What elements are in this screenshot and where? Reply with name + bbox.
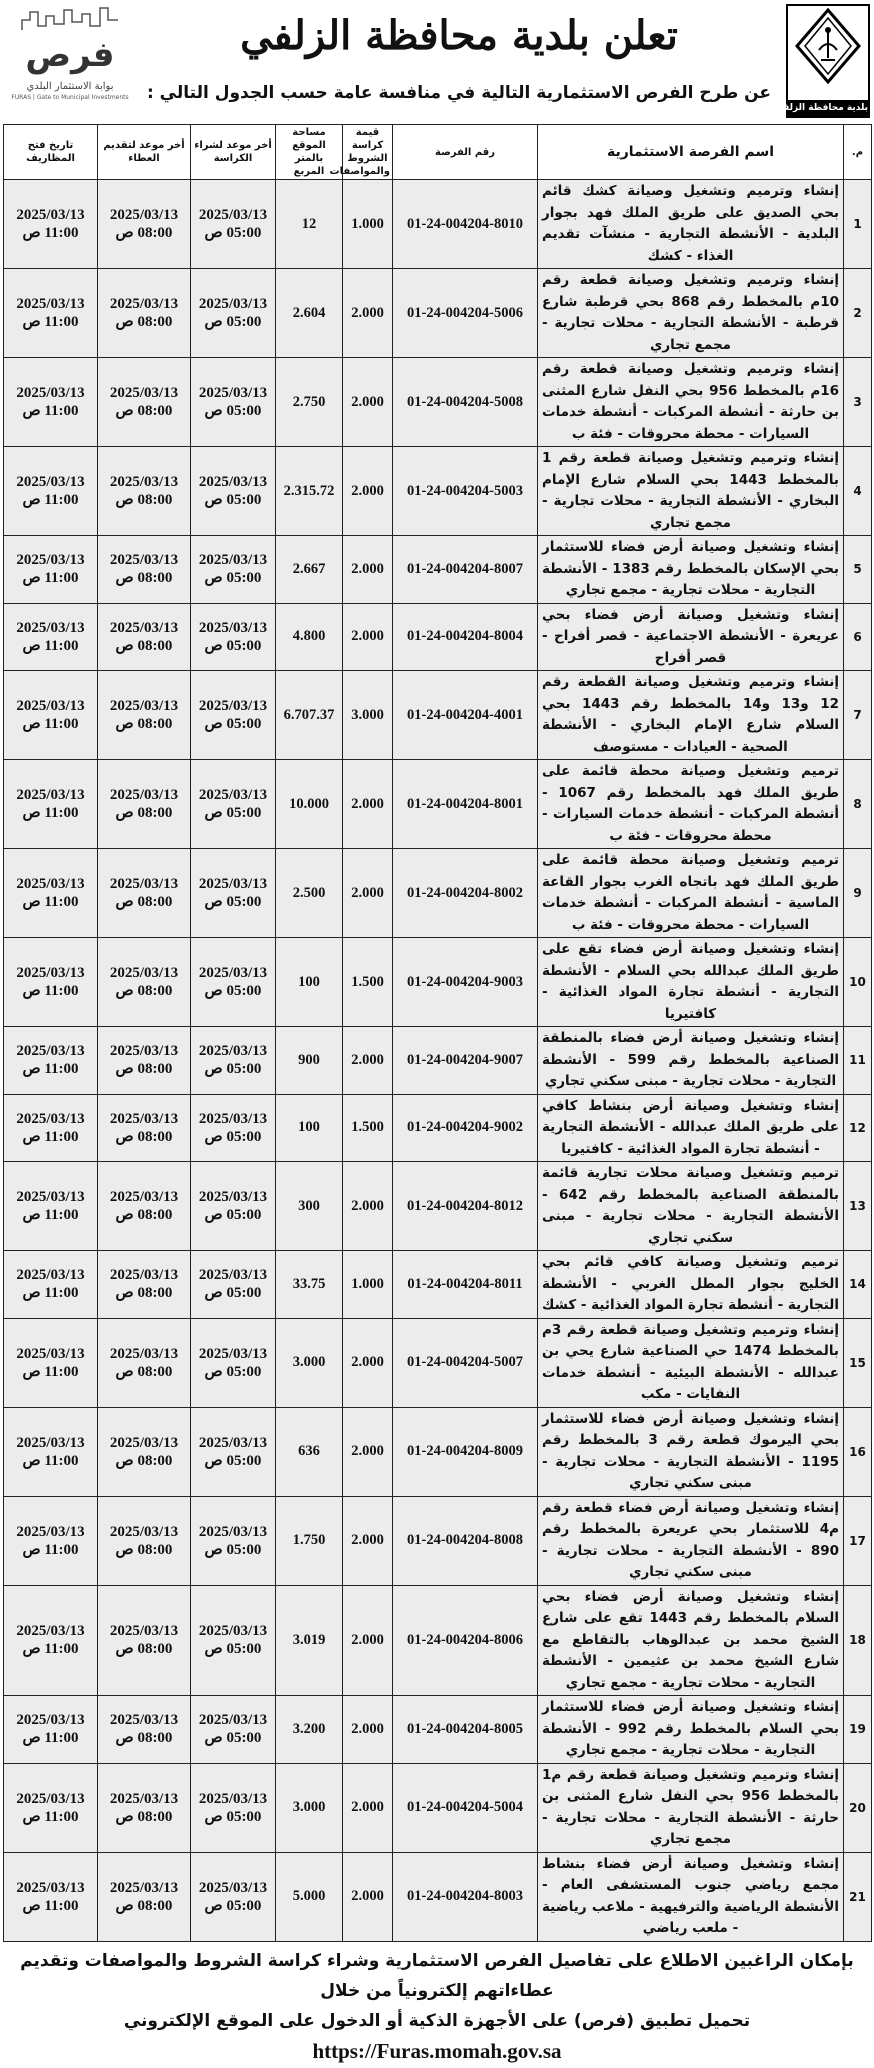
booklet-fee: 1.000 [343,180,393,269]
opportunity-name: ترميم وتشغيل وصيانة محطة قائمة على طريق الملك فهد بالمخطط رقم 1067 - أنشطة المركبات - أنشطة خدمات السيارات - محطة محروقات - فئة ب [538,760,844,849]
row-number: 8 [844,760,872,849]
site-area: 2.315.72 [276,447,343,536]
submission-deadline: 2025/03/13 08:00 ص [98,536,191,604]
opportunity-name: ترميم وتشغيل وصيانة محلات تجارية قائمة بالمنطقة الصناعية بالمخطط رقم 642 - الأنشطة التجارية - محلات تجارية - مبنى سكني تجاري [538,1162,844,1251]
furas-logo-word: فرص [25,35,115,75]
opportunity-number: 01-24-004204-9007 [393,1027,538,1095]
table-row [4,1094,872,1162]
purchase-deadline: 2025/03/13 05:00 ص [191,1027,276,1095]
submission-deadline: 2025/03/13 08:00 ص [98,1407,191,1496]
opening-date: 2025/03/13 11:00 ص [4,358,98,447]
site-area: 3.200 [276,1696,343,1764]
site-area: 5.000 [276,1852,343,1941]
row-number: 15 [844,1318,872,1407]
opening-date: 2025/03/13 11:00 ص [4,1318,98,1407]
submission-deadline: 2025/03/13 08:00 ص [98,1251,191,1319]
booklet-fee: 3.000 [343,671,393,760]
table-row [4,671,872,760]
submission-deadline: 2025/03/13 08:00 ص [98,180,191,269]
site-area: 100 [276,1094,343,1162]
row-number: 10 [844,938,872,1027]
opening-date: 2025/03/13 11:00 ص [4,1094,98,1162]
purchase-deadline: 2025/03/13 05:00 ص [191,269,276,358]
row-number: 20 [844,1763,872,1852]
table-row [4,180,872,269]
opportunity-name: إنشاء وترميم وتشغيل وصيانة قطعة رقم 1 بالمخطط 1443 بحي السلام شارع الإمام البخاري - الأنشطة التجارية - محلات تجارية - مجمع تجاري [538,447,844,536]
site-area: 12 [276,180,343,269]
site-area: 1.750 [276,1496,343,1585]
submission-deadline: 2025/03/13 08:00 ص [98,1852,191,1941]
row-number: 12 [844,1094,872,1162]
opportunity-number: 01-24-004204-5003 [393,447,538,536]
booklet-fee: 2.000 [343,1027,393,1095]
opportunity-name: إنشاء وترميم وتشغيل وصيانة قطعة رقم 10م بالمخطط رقم 868 بحي قرطبة شارع قرطبة - الأنشطة التجارية - محلات تجارية - مجمع تجاري [538,269,844,358]
opening-date: 2025/03/13 11:00 ص [4,1763,98,1852]
submission-deadline: 2025/03/13 08:00 ص [98,269,191,358]
row-number: 18 [844,1585,872,1696]
opening-date: 2025/03/13 11:00 ص [4,760,98,849]
col-header-no: م. [844,125,872,180]
opening-date: 2025/03/13 11:00 ص [4,849,98,938]
opening-date: 2025/03/13 11:00 ص [4,1852,98,1941]
purchase-deadline: 2025/03/13 05:00 ص [191,1696,276,1764]
ad-header [0,0,874,124]
site-area: 2.500 [276,849,343,938]
table-row [4,1852,872,1941]
purchase-deadline: 2025/03/13 05:00 ص [191,938,276,1027]
footer-line-2 [4,2006,870,2068]
col-header-number: رقم الفرصة [393,125,538,180]
purchase-deadline: 2025/03/13 05:00 ص [191,671,276,760]
furas-logo-english: FURAS | Gate to Municipal Investments [11,94,129,101]
opening-date: 2025/03/13 11:00 ص [4,1585,98,1696]
opportunity-name: إنشاء وترميم وتشغيل وصيانة قطعة رقم 16م بالمخطط 956 بحي النفل شارع المثنى بن حارثة - أنشطة المركبات - أنشطة خدمات السيارات - محطة محروقات - فئة ب [538,358,844,447]
opportunity-number: 01-24-004204-5008 [393,358,538,447]
row-number: 13 [844,1162,872,1251]
opportunity-number: 01-24-004204-5006 [393,269,538,358]
site-area: 3.000 [276,1318,343,1407]
furas-logo-arabic: بوابة الاستثمار البلدي [26,81,114,92]
submission-deadline: 2025/03/13 08:00 ص [98,760,191,849]
booklet-fee: 1.000 [343,1251,393,1319]
seal-caption: بلدية محافظة الزلفي [788,100,868,116]
submission-deadline: 2025/03/13 08:00 ص [98,1763,191,1852]
opening-date: 2025/03/13 11:00 ص [4,447,98,536]
booklet-fee: 2.000 [343,536,393,604]
table-row [4,1496,872,1585]
col-header-submit: أخر موعد لتقديم العطاء [98,125,191,180]
site-area: 3.019 [276,1585,343,1696]
table-row [4,1696,872,1764]
opening-date: 2025/03/13 11:00 ص [4,536,98,604]
submission-deadline: 2025/03/13 08:00 ص [98,1318,191,1407]
opportunity-name: إنشاء وتشغيل وصيانة أرض فضاء بالمنطقة الصناعية بالمخطط رقم 599 - الأنشطة التجارية - محلات تجارية - مبنى سكني تجاري [538,1027,844,1095]
site-area: 100 [276,938,343,1027]
site-area: 33.75 [276,1251,343,1319]
table-row [4,269,872,358]
website-link[interactable]: https://Furas.momah.gov.sa [312,2038,562,2063]
submission-deadline: 2025/03/13 08:00 ص [98,1496,191,1585]
purchase-deadline: 2025/03/13 05:00 ص [191,1094,276,1162]
submission-deadline: 2025/03/13 08:00 ص [98,447,191,536]
furas-logo [4,6,136,116]
site-area: 2.667 [276,536,343,604]
row-number: 7 [844,671,872,760]
opening-date: 2025/03/13 11:00 ص [4,1162,98,1251]
opening-date: 2025/03/13 11:00 ص [4,269,98,358]
opportunity-name: إنشاء وتشغيل وصيانة أرض فضاء للاستثمار بحي السلام بالمخطط رقم 992 - الأنشطة التجارية - محلات تجارية - مجمع تجاري [538,1696,844,1764]
purchase-deadline: 2025/03/13 05:00 ص [191,1407,276,1496]
table-row [4,536,872,604]
purchase-deadline: 2025/03/13 05:00 ص [191,1763,276,1852]
site-area: 10.000 [276,760,343,849]
opportunity-number: 01-24-004204-8003 [393,1852,538,1941]
purchase-deadline: 2025/03/13 05:00 ص [191,1852,276,1941]
opportunity-number: 01-24-004204-8002 [393,849,538,938]
booklet-fee: 2.000 [343,1496,393,1585]
opportunity-name: إنشاء وتشغيل وصيانة أرض فضاء للاستثمار بحي الإسكان بالمخطط رقم 1383 - الأنشطة التجارية - محلات تجارية - مجمع تجاري [538,536,844,604]
site-area: 636 [276,1407,343,1496]
opening-date: 2025/03/13 11:00 ص [4,1407,98,1496]
submission-deadline: 2025/03/13 08:00 ص [98,358,191,447]
purchase-deadline: 2025/03/13 05:00 ص [191,447,276,536]
purchase-deadline: 2025/03/13 05:00 ص [191,760,276,849]
page-title: تعلن بلدية محافظة الزلفي [240,12,678,59]
table-row [4,358,872,447]
purchase-deadline: 2025/03/13 05:00 ص [191,180,276,269]
row-number: 5 [844,536,872,604]
row-number: 6 [844,603,872,671]
booklet-fee: 2.000 [343,447,393,536]
purchase-deadline: 2025/03/13 05:00 ص [191,1251,276,1319]
booklet-fee: 2.000 [343,1585,393,1696]
opening-date: 2025/03/13 11:00 ص [4,1496,98,1585]
row-number: 16 [844,1407,872,1496]
col-header-fee: قيمة كراسة الشروط والمواصفات [343,125,393,180]
opportunity-number: 01-24-004204-8009 [393,1407,538,1496]
opportunity-number: 01-24-004204-4001 [393,671,538,760]
municipality-seal [774,4,870,118]
purchase-deadline: 2025/03/13 05:00 ص [191,536,276,604]
booklet-fee: 2.000 [343,1407,393,1496]
opportunity-number: 01-24-004204-9002 [393,1094,538,1162]
table-row [4,603,872,671]
table-header-row [4,125,872,180]
footer-note [0,1946,874,2068]
submission-deadline: 2025/03/13 08:00 ص [98,671,191,760]
opportunity-number: 01-24-004204-8010 [393,180,538,269]
booklet-fee: 2.000 [343,1696,393,1764]
site-area: 3.000 [276,1763,343,1852]
site-area: 900 [276,1027,343,1095]
opportunity-name: إنشاء وتشغيل وصيانة أرض فضاء بنشاط مجمع رياضي جنوب المستشفى العام - الأنشطة الرياضية والترفيهية - ملاعب رياضية - ملعب رياضي [538,1852,844,1941]
opportunity-number: 01-24-004204-8001 [393,760,538,849]
opportunity-name: ترميم وتشغيل وصيانة محطة قائمة على طريق الملك فهد باتجاه الغرب بجوار القاعة الماسية - أنشطة المركبات - أنشطة خدمات السيارات - محطة محروقات - فئة ب [538,849,844,938]
table-row [4,1318,872,1407]
table-row [4,1027,872,1095]
col-header-purchase: أخر موعد لشراء الكراسة [191,125,276,180]
col-header-area: مساحة الموقع بالمتر المربع [276,125,343,180]
booklet-fee: 2.000 [343,760,393,849]
opportunity-number: 01-24-004204-5004 [393,1763,538,1852]
purchase-deadline: 2025/03/13 05:00 ص [191,603,276,671]
row-number: 4 [844,447,872,536]
opportunity-number: 01-24-004204-8007 [393,536,538,604]
site-area: 2.604 [276,269,343,358]
opportunity-number: 01-24-004204-8011 [393,1251,538,1319]
page-subtitle: عن طرح الفرص الاستثمارية التالية في منافسة عامة حسب الجدول التالي : [146,83,772,103]
site-area: 2.750 [276,358,343,447]
opening-date: 2025/03/13 11:00 ص [4,938,98,1027]
submission-deadline: 2025/03/13 08:00 ص [98,1585,191,1696]
opening-date: 2025/03/13 11:00 ص [4,1251,98,1319]
table-row [4,1251,872,1319]
opportunity-number: 01-24-004204-8005 [393,1696,538,1764]
row-number: 17 [844,1496,872,1585]
table-row [4,1407,872,1496]
opportunity-name: إنشاء وترميم وتشغيل وصيانة قطعة رقم 3م بالمخطط 1474 حي الصناعية شارع يحي بن عبدالله - الأنشطة البيئية - أنشطة خدمات النفايات - مكب [538,1318,844,1407]
opening-date: 2025/03/13 11:00 ص [4,671,98,760]
booklet-fee: 2.000 [343,603,393,671]
opportunity-name: إنشاء وترميم وتشغيل وصيانة كشك قائم بحي الصديق على طريق الملك فهد بجوار البلدية - الأنشطة التجارية - منشآت تقديم الغذاء - كشك [538,180,844,269]
purchase-deadline: 2025/03/13 05:00 ص [191,849,276,938]
table-row [4,447,872,536]
row-number: 21 [844,1852,872,1941]
booklet-fee: 2.000 [343,1852,393,1941]
site-area: 4.800 [276,603,343,671]
purchase-deadline: 2025/03/13 05:00 ص [191,1496,276,1585]
row-number: 1 [844,180,872,269]
table-row [4,1162,872,1251]
col-header-opening: تاريخ فتح المظاريف [4,125,98,180]
opportunity-number: 01-24-004204-9003 [393,938,538,1027]
opportunity-name: إنشاء وتشغيل وصيانة أرض بنشاط كافي على طريق الملك عبدالله - الأنشطة التجارية - أنشطة تجارة المواد الغذائية - كافتيريا [538,1094,844,1162]
row-number: 11 [844,1027,872,1095]
table-row [4,1585,872,1696]
table-row [4,1763,872,1852]
opportunity-name: إنشاء وتشغيل وصيانة أرض فضاء قطعة رقم م4 للاستثمار بحي عريعرة بالمخطط رقم 890 - الأنشطة التجارية - محلات تجارية - مبنى سكني تجاري [538,1496,844,1585]
opportunities-table [3,124,872,1942]
booklet-fee: 2.000 [343,358,393,447]
booklet-fee: 2.000 [343,269,393,358]
opportunity-number: 01-24-004204-5007 [393,1318,538,1407]
footer-line-1: بإمكان الراغبين الاطلاع على تفاصيل الفرص الاستثمارية وشراء كراسة الشروط والمواصفات وتقديم عطاءاتهم إلكترونياً من خلال [20,1950,854,2001]
opportunity-name: إنشاء وترميم وتشغيل وصيانة القطعة رقم 12 و13 و14 بالمخطط رقم 1443 بحي السلام شارع الإمام البخاري - الأنشطة الصحية - العيادات - مستوصف [538,671,844,760]
opening-date: 2025/03/13 11:00 ص [4,1027,98,1095]
booklet-fee: 2.000 [343,1763,393,1852]
footer-line-2-text: تحميل تطبيق (فرص) على الأجهزة الذكية أو الدخول على الموقع الإلكتروني [123,2010,751,2031]
emblem-icon [795,8,861,84]
booklet-fee: 1.500 [343,1094,393,1162]
purchase-deadline: 2025/03/13 05:00 ص [191,1162,276,1251]
submission-deadline: 2025/03/13 08:00 ص [98,849,191,938]
opportunity-name: إنشاء وتشغيل وصيانة أرض فضاء بحي عريعرة - الأنشطة الاجتماعية - قصر أفراح - قصر أفراح [538,603,844,671]
submission-deadline: 2025/03/13 08:00 ص [98,1162,191,1251]
row-number: 14 [844,1251,872,1319]
site-area: 300 [276,1162,343,1251]
table-row [4,760,872,849]
row-number: 19 [844,1696,872,1764]
skyline-icon [20,6,120,32]
opportunity-number: 01-24-004204-8008 [393,1496,538,1585]
purchase-deadline: 2025/03/13 05:00 ص [191,1318,276,1407]
opportunity-name: إنشاء وتشغيل وصيانة أرض فضاء بحي السلام بالمخطط رقم 1443 تقع على شارع الشيخ محمد بن عبدالوهاب بالتقاطع مع شارع الشيخ محمد بن عثيمين - الأنشطة التجارية - محلات تجارية - مجمع تجاري [538,1585,844,1696]
opportunity-name: ترميم وتشغيل وصيانة كافي قائم بحي الخليج بجوار المطل الغربي - الأنشطة التجارية - أنشطة تجارة المواد الغذائية - كشك [538,1251,844,1319]
opportunity-name: إنشاء وترميم وتشغيل وصيانة قطعة رقم م1 بالمخطط 956 بحي النفل شارع المثنى بن حارثة - الأنشطة التجارية - محلات تجارية - مجمع تجاري [538,1763,844,1852]
submission-deadline: 2025/03/13 08:00 ص [98,1696,191,1764]
opening-date: 2025/03/13 11:00 ص [4,603,98,671]
booklet-fee: 1.500 [343,938,393,1027]
purchase-deadline: 2025/03/13 05:00 ص [191,1585,276,1696]
opportunity-number: 01-24-004204-8012 [393,1162,538,1251]
submission-deadline: 2025/03/13 08:00 ص [98,1027,191,1095]
table-row [4,938,872,1027]
opportunity-number: 01-24-004204-8004 [393,603,538,671]
submission-deadline: 2025/03/13 08:00 ص [98,1094,191,1162]
booklet-fee: 2.000 [343,849,393,938]
submission-deadline: 2025/03/13 08:00 ص [98,603,191,671]
purchase-deadline: 2025/03/13 05:00 ص [191,358,276,447]
table-row [4,849,872,938]
opening-date: 2025/03/13 11:00 ص [4,1696,98,1764]
row-number: 9 [844,849,872,938]
booklet-fee: 2.000 [343,1162,393,1251]
submission-deadline: 2025/03/13 08:00 ص [98,938,191,1027]
booklet-fee: 2.000 [343,1318,393,1407]
opportunity-number: 01-24-004204-8006 [393,1585,538,1696]
site-area: 6.707.37 [276,671,343,760]
opening-date: 2025/03/13 11:00 ص [4,180,98,269]
row-number: 3 [844,358,872,447]
opportunity-name: إنشاء وتشغيل وصيانة أرض فضاء للاستثمار بحي اليرموك قطعة رقم 3 بالمخطط رقم 1195 - الأنشطة التجارية - محلات تجارية - مبنى سكني تجاري [538,1407,844,1496]
row-number: 2 [844,269,872,358]
opportunity-name: إنشاء وتشغيل وصيانة أرض فضاء تقع على طريق الملك عبدالله بحي السلام - الأنشطة التجارية - أنشطة تجارة المواد الغذائية - كافتيريا [538,938,844,1027]
col-header-name: اسم الفرصة الاستثمارية [538,125,844,180]
